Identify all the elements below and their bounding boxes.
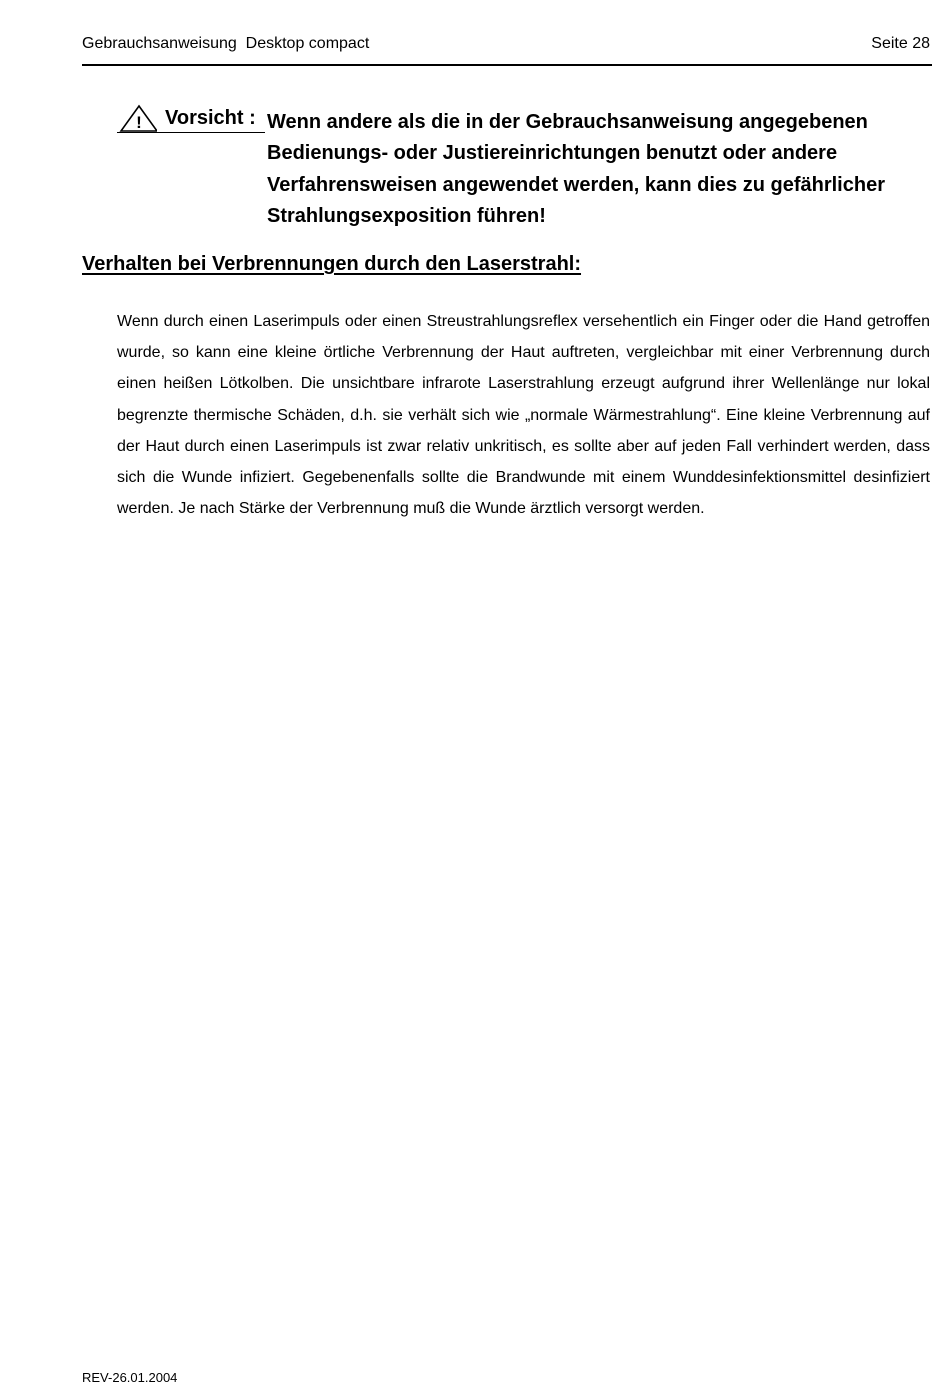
- section-heading: Verhalten bei Verbrennungen durch den Laserstrahl:: [82, 253, 582, 275]
- page-header: [82, 34, 932, 66]
- document-title: Gebrauchsanweisung Desktop compact: [82, 35, 370, 52]
- warning-label-text: Vorsicht :: [165, 107, 256, 129]
- warning-text: Wenn andere als die in der Gebrauchsanweisung angegebenen Bedienungs- oder Justiereinrichtungen benutzt oder andere Verfahrensweisen angewendet werden, kann dies zu gefährlicher Strahlungsexposition führen!: [267, 111, 885, 227]
- page-number: Seite 28: [871, 35, 930, 52]
- warning-label: [117, 104, 265, 133]
- warning-triangle-icon: [117, 104, 157, 132]
- section-body: Wenn durch einen Laserimpuls oder einen Streustrahlungsreflex versehentlich ein Finger oder die Hand getroffen wurde, so kann eine kleine örtliche Verbrennung der Haut auftreten, vergleichbar mit einer Verbrennung durch einen heißen Lötkolben. Die unsichtbare infrarote Laserstrahlung erzeugt aufgrund ihrer Wellenlänge nur lokal begrenzte thermische Schäden, d.h. sie verhält sich wie „normale Wärmestrahlung“. Eine kleine Verbrennung auf der Haut durch einen Laserimpuls ist zwar relativ unkritisch, es sollte aber auf jeden Fall verhindert werden, dass sich die Wunde infiziert. Gegebenenfalls sollte die Brandwunde mit einem Wunddesinfektionsmittel desinfiziert werden. Je nach Stärke der Verbrennung muß die Wunde ärztlich versorgt werden.: [117, 313, 930, 518]
- revision-footer: REV-26.01.2004: [82, 1370, 178, 1385]
- svg-text:!: !: [136, 113, 142, 132]
